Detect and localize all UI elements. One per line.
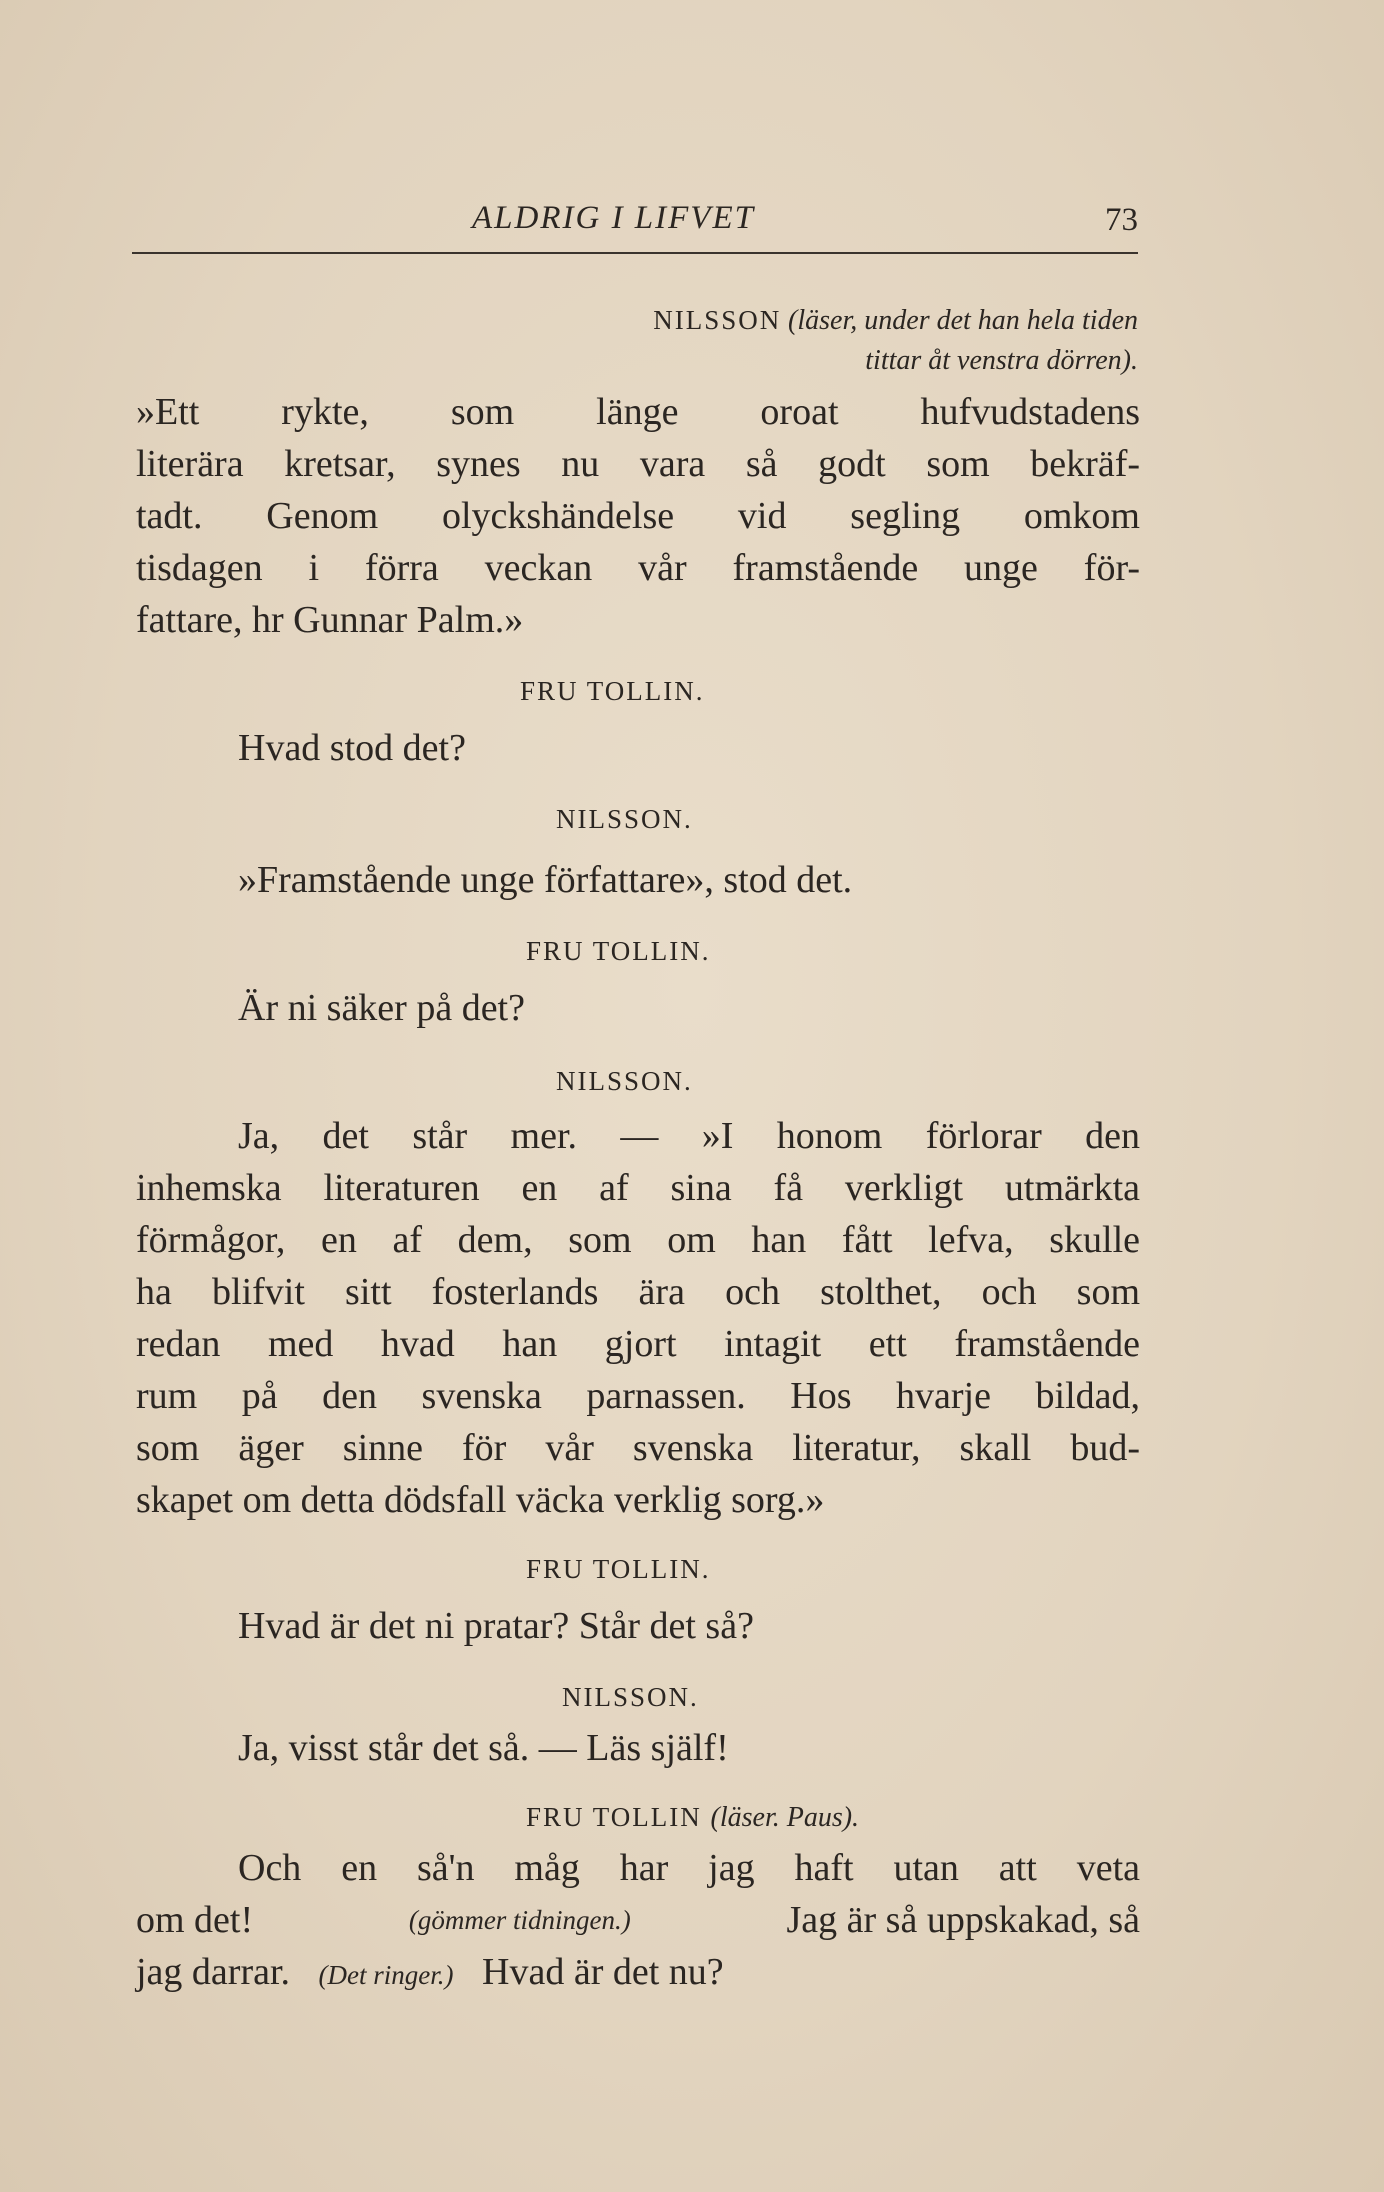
running-title: ALDRIG I LIFVET bbox=[472, 200, 755, 236]
text-line: tisdagen i förra veckan vår framstående unge för- bbox=[136, 547, 1140, 589]
stage-direction: (läser. Paus). bbox=[710, 1802, 860, 1833]
text-line bbox=[136, 1946, 1140, 2001]
text-span: Hvad är det nu? bbox=[482, 1951, 724, 1993]
speech-paragraph bbox=[136, 1600, 1140, 1652]
page-header bbox=[132, 196, 1138, 256]
text-span: Jag är så uppskakad, så bbox=[786, 1899, 1140, 1941]
text-line: förmågor, en af dem, som om han fått lefva, skulle bbox=[136, 1219, 1140, 1261]
stage-direction: (gömmer tidningen.) bbox=[408, 1905, 631, 1935]
speaker-name: FRU TOLLIN bbox=[526, 1802, 702, 1832]
speech-paragraph bbox=[136, 1842, 1140, 2001]
speech-paragraph bbox=[136, 386, 1140, 646]
text-line: »Framstående unge författare», stod det. bbox=[238, 859, 853, 901]
speech-paragraph bbox=[136, 982, 1140, 1034]
text-line bbox=[136, 1894, 1140, 1946]
text-line: Och en så'n måg har jag haft utan att veta bbox=[238, 1847, 1140, 1889]
speech-paragraph bbox=[136, 1110, 1140, 1526]
speaker-name: NILSSON. bbox=[556, 804, 693, 834]
text-line: som äger sinne för vår svenska literatur, skall bud- bbox=[136, 1427, 1140, 1469]
stage-direction: (läser, under det han hela tiden bbox=[788, 305, 1138, 336]
text-line: inhemska literaturen en af sina få verkligt utmärkta bbox=[136, 1167, 1140, 1209]
stage-direction: tittar åt venstra dörren). bbox=[865, 345, 1138, 376]
speaker-name: FRU TOLLIN. bbox=[526, 936, 711, 966]
text-line: »Ett rykte, som länge oroat hufvudstadens bbox=[136, 391, 1140, 433]
speaker-name: FRU TOLLIN. bbox=[520, 676, 705, 706]
header-rule bbox=[132, 252, 1138, 254]
text-line: Ja, det står mer. — »I honom förlorar den bbox=[238, 1115, 1140, 1157]
text-span: om det! bbox=[136, 1899, 254, 1941]
text-line: redan med hvad han gjort intagit ett framstående bbox=[136, 1323, 1140, 1365]
page-number: 73 bbox=[1105, 202, 1138, 238]
stage-direction: (Det ringer.) bbox=[318, 1960, 454, 1990]
text-line: fattare, hr Gunnar Palm.» bbox=[136, 599, 524, 641]
speech-paragraph bbox=[136, 854, 1140, 906]
speaker-name: NILSSON. bbox=[556, 1066, 693, 1096]
text-line: Ja, visst står det så. — Läs själf! bbox=[238, 1727, 729, 1769]
speaker-name: NILSSON bbox=[653, 305, 782, 335]
text-line: Hvad stod det? bbox=[238, 727, 466, 769]
text-line: ha blifvit sitt fosterlands ära och stolthet, och som bbox=[136, 1271, 1140, 1313]
speaker-name: FRU TOLLIN. bbox=[526, 1554, 711, 1584]
text-line: rum på den svenska parnassen. Hos hvarje bildad, bbox=[136, 1375, 1140, 1417]
speech-paragraph bbox=[136, 722, 1140, 774]
speech-paragraph bbox=[136, 1722, 1140, 1774]
text-line: tadt. Genom olyckshändelse vid segling omkom bbox=[136, 495, 1140, 537]
speaker-heading bbox=[526, 1802, 859, 1834]
text-line: Hvad är det ni pratar? Står det så? bbox=[238, 1605, 754, 1647]
text-line: skapet om detta dödsfall väcka verklig sorg.» bbox=[136, 1479, 825, 1521]
text-span: jag darrar. bbox=[136, 1951, 291, 1993]
speaker-name: NILSSON. bbox=[562, 1682, 699, 1712]
speaker-heading bbox=[578, 300, 1138, 381]
text-line: Är ni säker på det? bbox=[238, 987, 525, 1029]
text-line: literära kretsar, synes nu vara så godt som bekräf- bbox=[136, 443, 1140, 485]
